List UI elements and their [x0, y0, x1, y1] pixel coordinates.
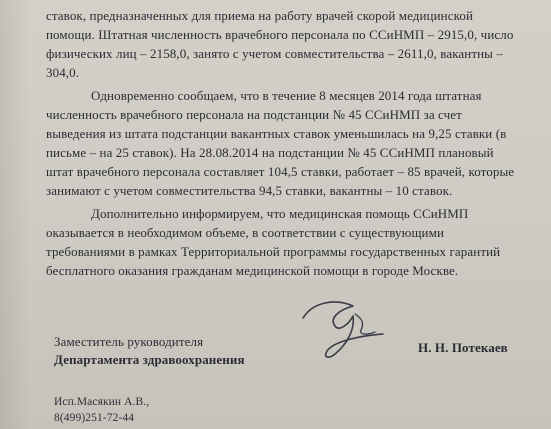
- body-line: [46, 263, 458, 278]
- executor-name-text: Исп.Масякин А.В.,: [54, 396, 150, 408]
- body-line-text: численность врачебного персонала на подстанции № 45 ССиНМП за счет: [46, 107, 462, 122]
- executor-phone-text: 8(499)251-72-44: [54, 412, 135, 424]
- body-line-text: письме – на 25 ставок). На 28.08.2014 на подстанции № 45 ССиНМП плановый: [46, 145, 494, 160]
- body-line-text: помощи. Штатная численность врачебного персонала по ССиНМП – 2915,0, число: [46, 27, 514, 42]
- signatory-department: [54, 352, 245, 367]
- body-line-text: занимают с учетом совместительства 94,5 ставки, вакантны – 10 ставок.: [46, 183, 453, 198]
- body-line-text: физических лиц – 2158,0, занято с учетом совместительства – 2611,0, вакантны –: [46, 46, 503, 61]
- body-line-text: Одновременно сообщаем, что в течение 8 месяцев 2014 года штатная: [91, 88, 482, 103]
- signatory-title-line1: Заместитель руководителя: [54, 334, 204, 349]
- body-line: [46, 65, 79, 80]
- executor-name: [54, 395, 149, 410]
- body-line: [46, 164, 514, 179]
- body-line: [46, 225, 444, 240]
- body-line: [46, 145, 494, 160]
- body-line-text: штат врачебного персонала составляет 104,5 ставки, работает – 85 врачей, которые: [46, 164, 515, 179]
- body-line-text: Дополнительно информируем, что медицинская помощь ССиНМП: [91, 206, 469, 221]
- body-line: [46, 126, 506, 141]
- body-line-text: оказывается в необходимом объеме, в соответствии с существующими: [46, 225, 444, 240]
- body-line: [91, 206, 468, 221]
- signatory-name: [418, 340, 508, 355]
- body-line-text: бесплатного оказания гражданам медицинской помощи в городе Москве.: [46, 263, 459, 278]
- body-line-text: выведения из штата подстанции вакантных ставок уменьшилась на 9,25 ставки (в: [46, 126, 507, 141]
- page-shadow: [0, 0, 30, 429]
- body-line: [46, 183, 452, 198]
- executor-phone: [54, 411, 134, 426]
- signatory-title: [54, 334, 203, 349]
- body-line: [46, 8, 523, 23]
- body-line: [46, 244, 500, 259]
- signatory-name-text: Н. Н. Потекаев: [418, 340, 508, 355]
- body-line: [91, 88, 482, 103]
- body-line: [46, 107, 462, 122]
- body-line: [46, 46, 523, 61]
- body-line-text: требованиями в рамках Территориальной программы государственных гарантий: [46, 244, 501, 259]
- body-line-text: ставок, предназначенных для приема на работу врачей скорой медицинской: [46, 8, 473, 23]
- body-line-text: 304,0.: [46, 65, 80, 80]
- handwritten-signature-icon: [295, 296, 405, 371]
- signatory-title-line2: Департамента здравоохранения: [54, 352, 245, 367]
- body-line: [46, 27, 523, 42]
